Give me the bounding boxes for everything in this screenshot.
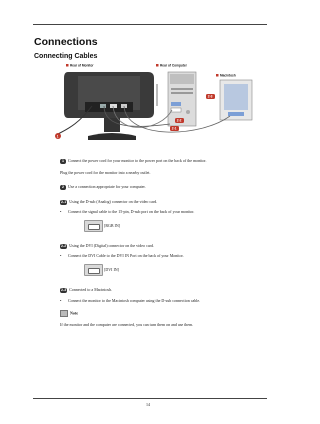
bottom-rule: [33, 398, 267, 399]
note-text: If the monitor and the computer are connected, you can turn them on and use them.: [60, 322, 194, 327]
step-2-2: [60, 243, 154, 249]
svg-text:2-2: 2-2: [176, 118, 182, 123]
computer-tower: [168, 72, 196, 126]
step-2-2-bullet: Connect the DVI Cable to the DVI IN Port on the back of your Monitor.: [68, 253, 184, 258]
step-2-3: [60, 287, 112, 293]
monitor-back: [64, 72, 158, 140]
rgb-port-label: [RGB IN]: [104, 223, 121, 228]
macintosh-label: Macintosh: [220, 73, 236, 78]
top-rule: [33, 24, 267, 25]
rear-computer-label: Rear of Computer: [160, 63, 187, 68]
step-2: [60, 184, 146, 190]
note-label: Note: [70, 310, 78, 316]
rgb-port-icon: [84, 220, 103, 232]
dvi-port-icon: [84, 264, 103, 276]
step-2-1-badge: 2-1: [61, 199, 67, 204]
step-2-2-text: Using the DVI (Digital) connector on the video card.: [69, 243, 154, 248]
step-2-3-badge: 2-3: [61, 287, 67, 292]
step-2-text: Use a connection appropriate for your computer.: [68, 184, 146, 189]
svg-text:2-3: 2-3: [207, 94, 213, 99]
note-icon: [60, 310, 68, 317]
macintosh-device: [220, 80, 252, 120]
step-2-3-bullet: Connect the monitor to the Macintosh computer using the D-sub connection cable.: [68, 298, 201, 303]
step-2-3-text: Connected to a Macintosh.: [69, 287, 113, 292]
page-number: 14: [146, 402, 150, 407]
step-1-badge: 1: [62, 158, 64, 163]
step-2-1-text: Using the D-sub (Analog) connector on the video card.: [69, 199, 158, 204]
step-1-text: Connect the power cord for your monitor to the power port on the back of the monitor.: [68, 158, 207, 163]
page-title: Connections: [34, 36, 98, 48]
step-1: [60, 158, 207, 164]
dvi-port-label: [DVI IN]: [104, 267, 119, 272]
step-2-1: [60, 199, 157, 205]
note-heading: [60, 310, 78, 317]
svg-text:1: 1: [56, 134, 59, 139]
step-2-2-badge: 2-2: [61, 243, 67, 248]
connection-figure: [30, 62, 270, 152]
step-1-sub: Plug the power cord for the monitor into a nearby outlet.: [60, 170, 151, 175]
rear-monitor-label: Rear of Monitor: [70, 63, 94, 68]
step-2-1-bullet: Connect the signal cable to the 15-pin, D-sub port on the back of your monitor.: [68, 209, 195, 214]
svg-text:2-1: 2-1: [171, 126, 177, 131]
section-title: Connecting Cables: [34, 53, 98, 60]
step-2-badge: 2: [62, 184, 64, 189]
